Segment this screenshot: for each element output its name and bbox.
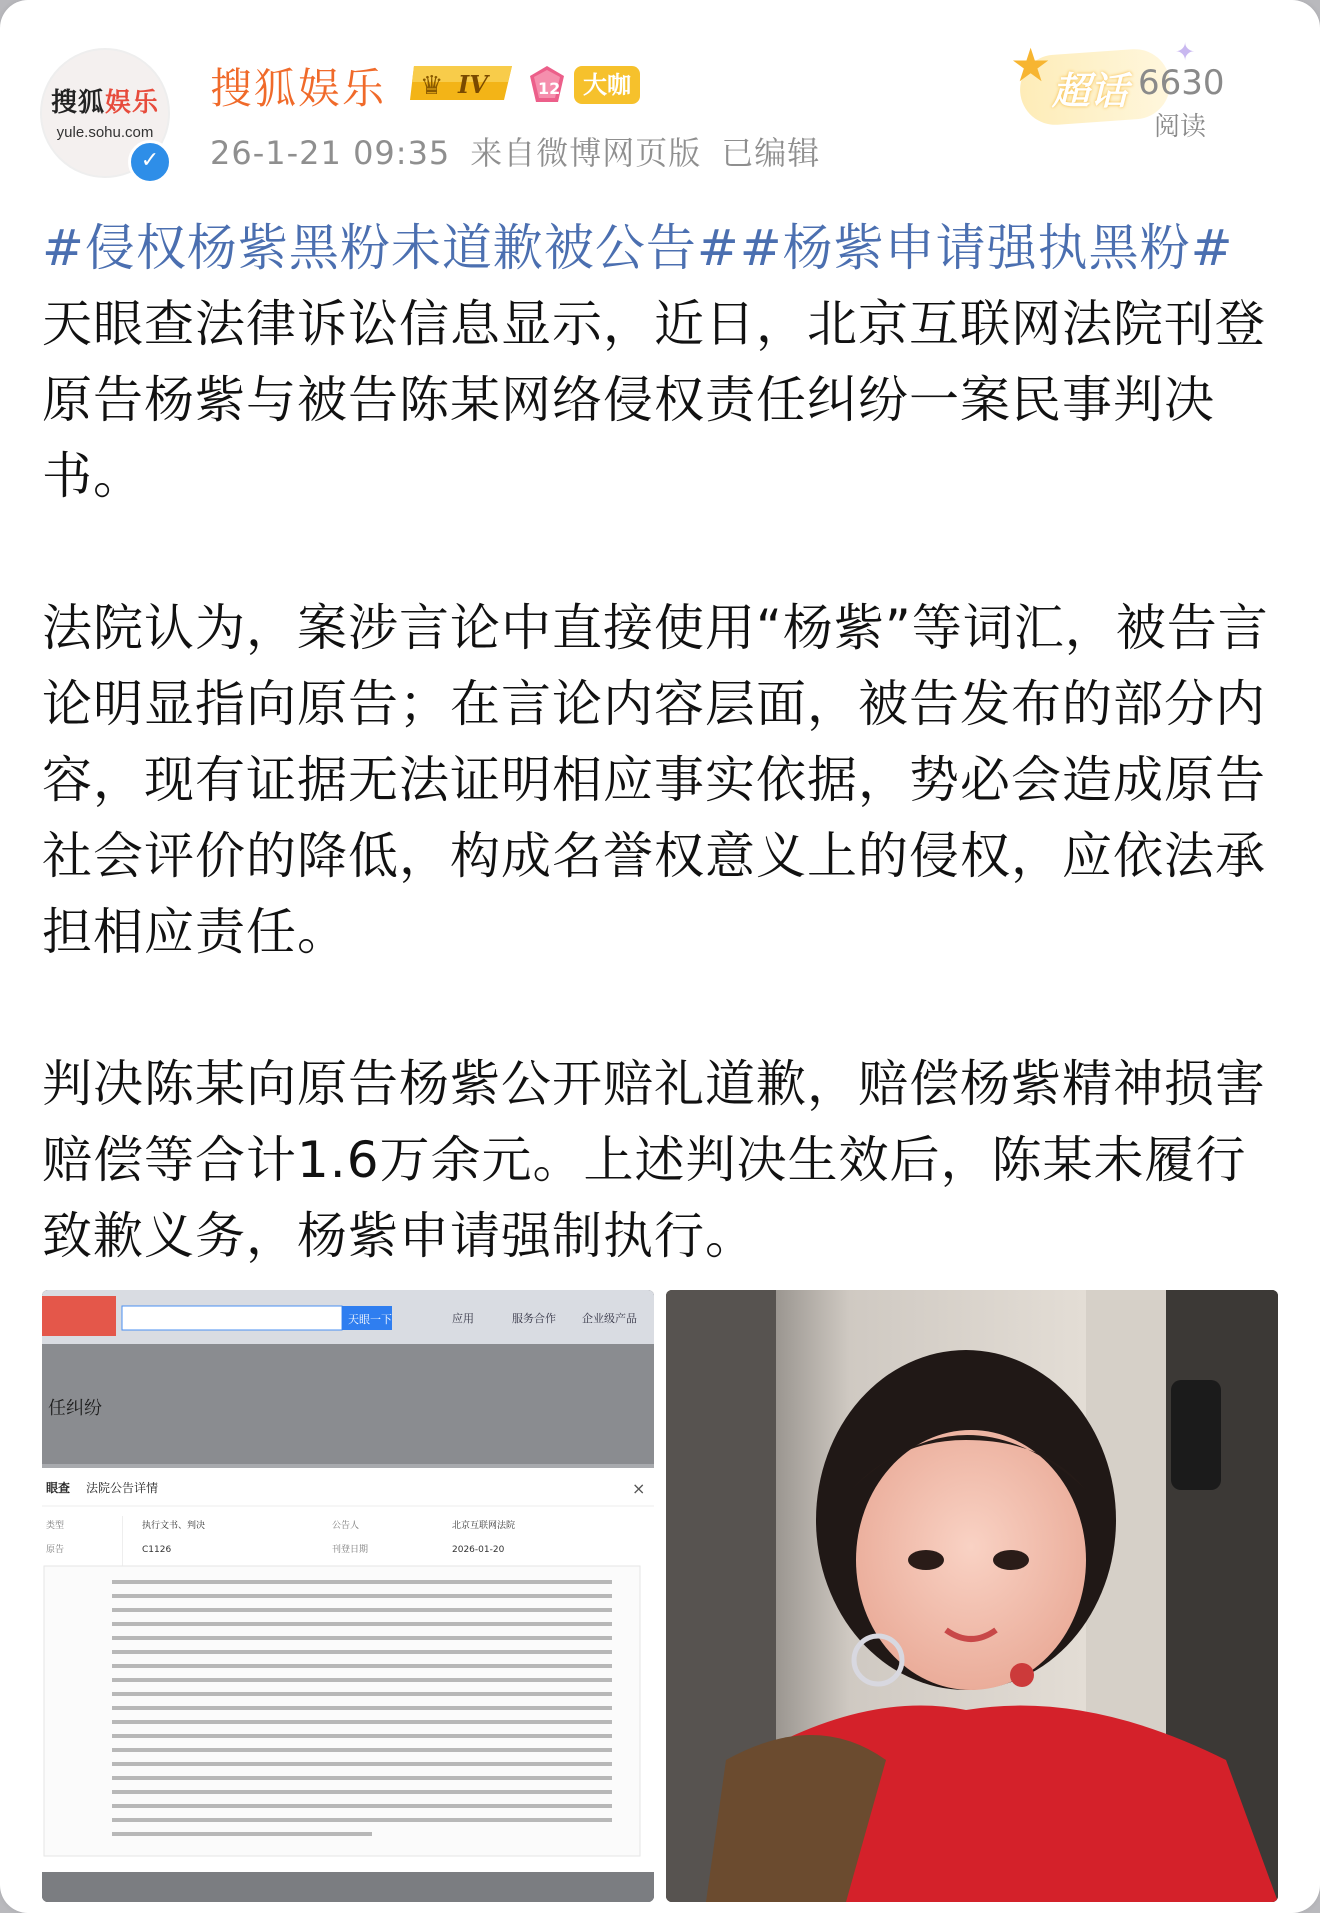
portrait-photo (666, 1290, 1278, 1902)
svg-text:任纠纷: 任纠纷 (48, 1398, 102, 1419)
svg-text:应用: 应用 (452, 1312, 474, 1325)
level-badge-icon[interactable] (408, 62, 518, 104)
svg-text:C1126: C1126 (142, 1545, 172, 1555)
username[interactable]: 搜狐娱乐 (210, 64, 387, 113)
supertopic-label: 超话 (1052, 69, 1129, 113)
svg-text:天眼一下: 天眼一下 (348, 1313, 392, 1326)
post-image-court-notice[interactable] (42, 1290, 654, 1902)
post-source: 来自微博网页版 (470, 134, 702, 172)
post-meta (210, 128, 840, 174)
svg-text:类型: 类型 (46, 1521, 65, 1531)
avatar-logo-url: yule.sohu.com (56, 124, 154, 141)
court-notice-screenshot (42, 1290, 654, 1902)
svg-text:刊登日期: 刊登日期 (332, 1545, 369, 1555)
post-image-photo[interactable] (666, 1290, 1278, 1902)
svg-text:♛: ♛ (420, 71, 444, 101)
dakaa-badge[interactable]: 大咖 (574, 66, 640, 104)
read-count: 6630 (1138, 63, 1225, 103)
svg-text:IV: IV (458, 70, 488, 99)
edited-label: 已编辑 (721, 134, 821, 172)
verified-check-icon: ✓ (128, 140, 172, 184)
sparkle-icon: ✦ (1175, 38, 1196, 66)
timestamp: 26-1-21 09:35 (210, 134, 451, 172)
post-body (42, 210, 1287, 1274)
paragraph-gap (42, 514, 1287, 590)
post-paragraph-1: 天眼查法律诉讼信息显示，近日，北京互联网法院刊登原告杨紫与被告陈某网络侵权责任纠纷一案民事判决书。 (42, 295, 1266, 505)
read-label: 阅读 (1154, 112, 1207, 142)
svg-text:眼查: 眼查 (46, 1481, 71, 1495)
svg-text:公告人: 公告人 (332, 1521, 360, 1531)
svg-text:12: 12 (538, 79, 561, 98)
svg-text:法院公告详情: 法院公告详情 (86, 1481, 159, 1495)
svg-text:服务合作: 服务合作 (512, 1312, 556, 1325)
svg-text:原告: 原告 (46, 1545, 65, 1555)
vip-badge-icon[interactable] (528, 64, 566, 104)
post-paragraph-2: 法院认为，案涉言论中直接使用“杨紫”等词汇，被告言论明显指向原告；在言论内容层面，被告发布的部分内容，现有证据无法证明相应事实依据，势必会造成原告社会评价的降低，构成名誉权意义上的侵权，应依法承担相应责任。 (42, 599, 1269, 961)
avatar-logo: 搜狐娱乐 (50, 88, 160, 118)
paragraph-gap (42, 970, 1287, 1046)
svg-text:×: × (632, 1479, 646, 1498)
svg-text:执行文书、判决: 执行文书、判决 (142, 1521, 206, 1531)
svg-text:北京互联网法院: 北京互联网法院 (452, 1521, 516, 1531)
svg-text:企业级产品: 企业级产品 (582, 1312, 637, 1325)
svg-text:2026-01-20: 2026-01-20 (452, 1545, 505, 1555)
hashtags-link[interactable]: #侵权杨紫黑粉未道歉被公告##杨紫申请强执黑粉# (42, 219, 1234, 277)
star-icon: ★ (1010, 38, 1052, 92)
post-paragraph-3: 判决陈某向原告杨紫公开赔礼道歉，赔偿杨紫精神损害赔偿等合计1.6万余元。上述判决生效后，陈某未履行致歉义务，杨紫申请强制执行。 (42, 1055, 1266, 1265)
